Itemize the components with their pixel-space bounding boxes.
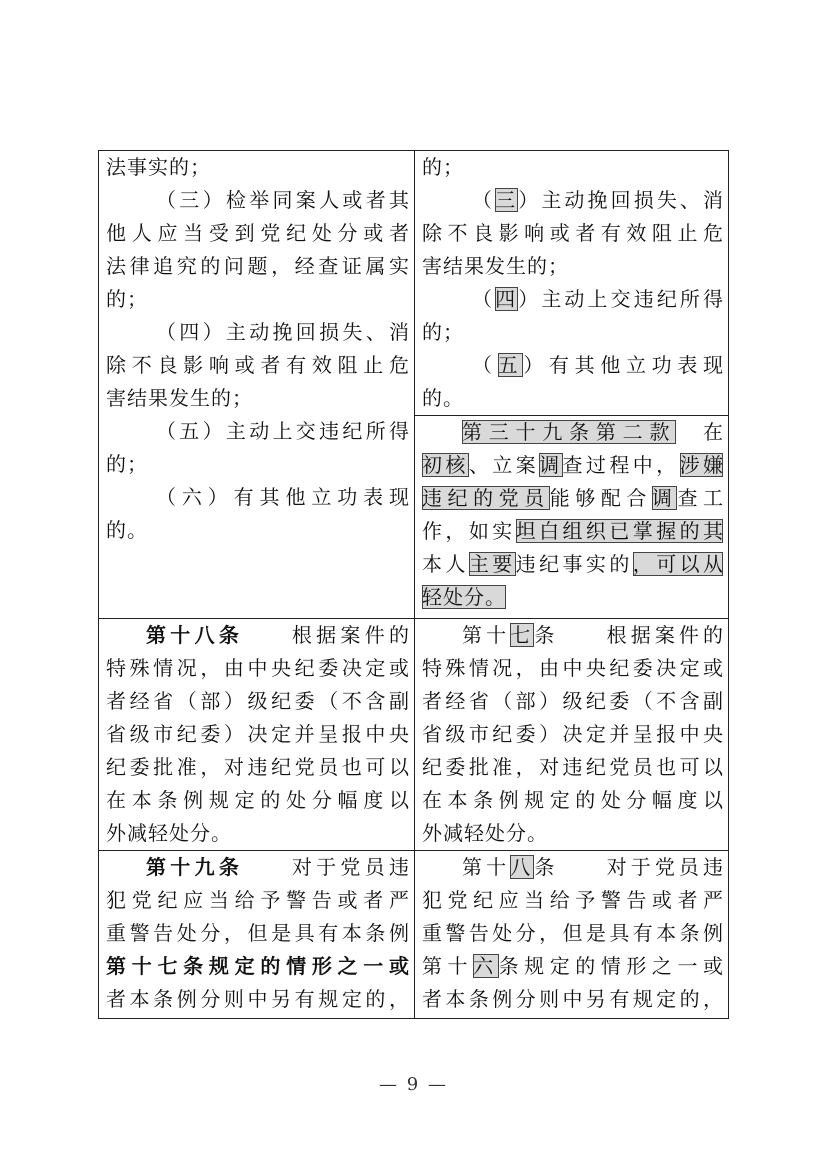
text-line: （三）主动挽回损失、消 — [472, 188, 724, 212]
text-line: 省级市纪委）决定并呈报中央 — [422, 722, 723, 746]
text-line: 第十八条 根据案件的 — [146, 623, 410, 647]
text-line: 者经省（部）级纪委（不含副 — [422, 689, 723, 713]
text-line: 第十七条 根据案件的 — [462, 623, 724, 647]
page-number: — 9 — — [379, 1074, 448, 1095]
changed-text: 八 — [510, 855, 535, 879]
text-line: （四）主动上交违纪所得 — [472, 287, 724, 311]
changed-text: 涉嫌 — [679, 453, 724, 477]
text-line: （六）有其他立功表现 — [156, 485, 409, 509]
text-line: 初核、立案调查过程中，涉嫌 — [422, 453, 724, 477]
changed-text: 轻处分。 — [422, 585, 506, 609]
table-row — [99, 851, 729, 1019]
text-line: 的； — [422, 155, 464, 179]
text-line: 第三十九条第二款 在 — [462, 420, 724, 444]
text-line: 重警告处分，但是具有本条例 — [422, 921, 723, 945]
old-text-cell — [99, 151, 415, 619]
text-line: 法事实的； — [106, 155, 211, 179]
changed-text: 七 — [510, 623, 535, 647]
new-text-cell — [415, 619, 729, 851]
text-line: 他人应当受到党纪处分或者 — [106, 221, 409, 245]
changed-text: 四 — [495, 287, 519, 311]
text-line: 外减轻处分。 — [422, 821, 548, 845]
changed-text: 主要 — [468, 552, 516, 576]
comparison-table — [98, 150, 729, 1019]
changed-text: 六 — [473, 954, 499, 978]
table-row — [99, 619, 729, 851]
text-line: 违纪的党员能够配合调查工 — [422, 486, 724, 510]
text-line: 在本条例规定的处分幅度以 — [106, 788, 409, 812]
text-line: 法律追究的问题，经查证属实 — [106, 254, 409, 278]
text-line: 者本条例分则中另有规定的， — [422, 987, 723, 1011]
text-line: 第十九条 对于党员违 — [146, 855, 410, 879]
text-line: 特殊情况，由中央纪委决定或 — [106, 656, 409, 680]
text-line: 犯党纪应当给予警告或者严 — [422, 888, 723, 912]
text-line: （五）主动上交违纪所得 — [156, 419, 409, 443]
text-line: 纪委批准，对违纪党员也可以 — [422, 755, 723, 779]
changed-text: 初核 — [422, 453, 469, 477]
text-line: 除不良影响或者有效阻止危 — [106, 353, 409, 377]
text-line: （四）主动挽回损失、消 — [156, 320, 409, 344]
text-line: 第十八条 对于党员违 — [462, 855, 724, 879]
text-line: 犯党纪应当给予警告或者严 — [106, 888, 409, 912]
old-text-cell — [99, 619, 415, 851]
text-line: 者经省（部）级纪委（不含副 — [106, 689, 409, 713]
text-line: 外减轻处分。 — [106, 821, 232, 845]
text-line: 的。 — [106, 518, 148, 542]
new-text-cell — [415, 416, 729, 619]
changed-text: 调 — [651, 486, 678, 510]
text-line: 害结果发生的； — [106, 386, 253, 410]
changed-text: 调 — [539, 453, 563, 477]
text-line: 作，如实坦白组织已掌握的其 — [422, 519, 724, 543]
text-line — [415, 581, 728, 614]
text-line: 的。 — [422, 386, 464, 410]
text-line: 特殊情况，由中央纪委决定或 — [422, 656, 723, 680]
text-line: （三）检举同案人或者其 — [156, 188, 409, 212]
changed-text: 违纪的党员 — [422, 486, 550, 510]
text-line: 本人主要违纪事实的，可以从 — [422, 552, 724, 576]
new-text-cell — [415, 151, 729, 416]
old-text-cell — [99, 851, 415, 1019]
text-line: 的； — [422, 320, 464, 344]
text-line: 除不良影响或者有效阻止危 — [422, 221, 723, 245]
text-line: 者本条例分则中另有规定的， — [106, 987, 409, 1011]
text-line: 省级市纪委）决定并呈报中央 — [106, 722, 409, 746]
new-text-cell — [415, 851, 729, 1019]
text-line: 重警告处分，但是具有本条例 — [106, 921, 409, 945]
text-line: 第十六条规定的情形之一或 — [422, 954, 724, 978]
text-line: 的； — [106, 452, 148, 476]
text-line: （五）有其他立功表现 — [472, 353, 724, 377]
text-line: 在本条例规定的处分幅度以 — [422, 788, 723, 812]
changed-text: ，可以从 — [632, 552, 724, 576]
changed-text: 坦白组织已掌握的其 — [515, 519, 724, 543]
text-line: 第十七条规定的情形之一或 — [106, 954, 409, 978]
table-row — [99, 151, 729, 416]
changed-text: 五 — [497, 353, 524, 377]
changed-text: 三 — [495, 188, 519, 212]
text-line: 纪委批准，对违纪党员也可以 — [106, 755, 409, 779]
changed-text: 第三十九条第二款 — [462, 420, 677, 444]
text-line: 的； — [106, 287, 148, 311]
text-line: 害结果发生的； — [422, 254, 569, 278]
